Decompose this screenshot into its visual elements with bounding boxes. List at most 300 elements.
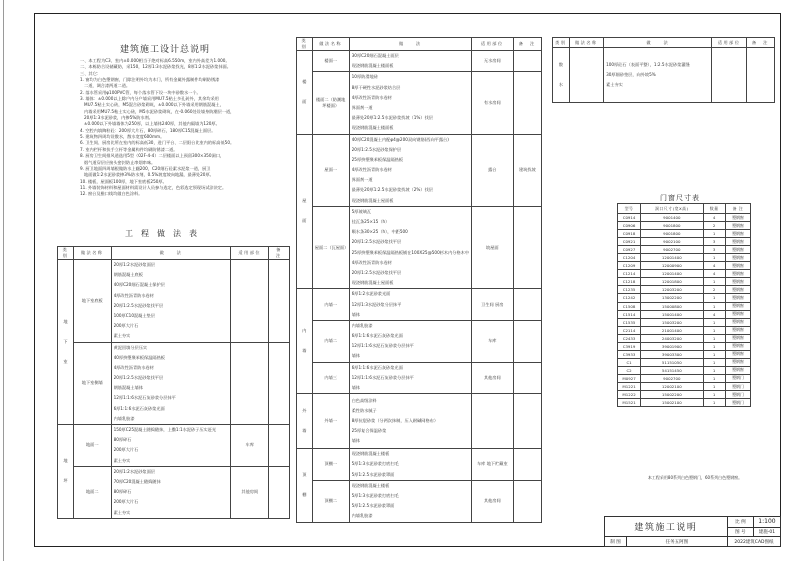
dw-remark: 塑钢窗 xyxy=(725,294,750,302)
note-line: 内墙采用MU7.5粘土实心砖，M5水泥砂浆砌筑，在-0.060处设墙身防潮层一道， xyxy=(80,108,235,114)
step-line: 40厚C20细石混凝土保护层 xyxy=(113,282,165,288)
remark-cell xyxy=(513,289,541,321)
step-line: 素土夯实 xyxy=(113,457,131,463)
note-line: 二道，调合漆两道二道。 xyxy=(80,83,131,89)
dw-remark: 塑钢窗 xyxy=(725,222,750,230)
dw-code: C2114 xyxy=(618,326,641,334)
dw-qty: 1 xyxy=(703,230,725,238)
dw-qty: 1 xyxy=(703,318,725,326)
step-line: 100厚砼石（表面平整），1:2.5水泥砂浆灌缝 xyxy=(606,61,690,67)
dw-size: 12001800 xyxy=(641,278,703,286)
dw-qty: 3 xyxy=(703,238,725,246)
methods-table-left xyxy=(57,246,290,519)
table-row xyxy=(618,302,751,310)
scale-value: 1:100 xyxy=(753,517,780,528)
dw-size: 9002700 xyxy=(641,374,703,382)
dw-remark: 塑钢窗 xyxy=(725,254,750,262)
dw-qty: 1 xyxy=(703,399,725,407)
construction-methods-title: 工程做法表 xyxy=(125,229,205,238)
dw-code: M0927 xyxy=(618,374,641,382)
method-steps xyxy=(349,480,471,522)
step-line: 最薄处20厚1:2.5水泥砂浆找坡（1%）找层 xyxy=(351,115,433,121)
remark-cell xyxy=(269,466,290,518)
step-line: 20厚1:2水泥砂浆面层 xyxy=(113,262,155,267)
dw-code: C1242 xyxy=(618,294,641,302)
dw-code: C2 xyxy=(618,366,641,374)
drawing-no-label: 图 号 xyxy=(727,527,753,537)
dw-code: C1514 xyxy=(618,310,641,318)
step-line: 4厚改性沥青防水卷材 xyxy=(351,259,392,265)
method-name: 顶棚二 xyxy=(312,480,349,522)
dw-qty: 1 xyxy=(703,358,725,366)
step-line: 8厚干硬性水泥砂浆结合层 xyxy=(351,84,401,90)
table-row xyxy=(58,466,290,518)
method-steps xyxy=(349,362,471,394)
note-line: 烟气道穿层应接头密封防止串烟串味。 xyxy=(80,159,156,165)
table-row xyxy=(618,262,751,270)
dw-size: 12001400 xyxy=(641,270,703,278)
step-line: 最薄处20厚1:2.5水泥砂浆找坡（2%）找层 xyxy=(351,187,433,193)
step-line: 12厚1:1:6水泥石灰砂浆分层抹平 xyxy=(351,374,414,380)
table-row xyxy=(618,334,751,342)
dw-remark: 塑钢窗 xyxy=(725,326,750,334)
method-steps xyxy=(349,320,471,362)
step-line: 25厚挤塑聚苯板保温隔热板 xyxy=(351,156,404,162)
remark-cell xyxy=(513,320,541,362)
step-line: 12厚1:1:6水泥石灰砂浆分层抹平 xyxy=(113,395,176,401)
category-cell: 地 坪 xyxy=(58,425,74,519)
remark-cell xyxy=(269,342,290,425)
remark-cell xyxy=(269,425,290,467)
remark-cell xyxy=(513,206,541,289)
step-line: 5厚1:2.5水泥砂浆罩面 xyxy=(351,503,395,509)
table-row xyxy=(618,214,751,222)
dw-size: 39003300 xyxy=(641,350,703,358)
dw-qty: 1 xyxy=(703,374,725,382)
header-scope: 适用部位 xyxy=(712,38,746,48)
step-line: 4厚改性沥青防水卷材 xyxy=(113,292,154,298)
dw-remark: 塑钢窗 xyxy=(725,350,750,358)
dw-remark: 塑钢窗 xyxy=(725,246,750,254)
dw-code: C1214 xyxy=(618,270,641,278)
step-line: 白色高级涂料 xyxy=(351,397,377,403)
method-steps xyxy=(349,72,471,134)
dw-code: C0927 xyxy=(618,246,641,254)
note-line: 7. 室内栏杆和扶手立杆等金属构件均刷防锈漆二道。 xyxy=(80,146,178,152)
design-notes xyxy=(80,58,295,198)
method-steps xyxy=(349,51,471,72)
scope-cell xyxy=(231,260,269,343)
step-line: 200厚大片石 xyxy=(113,447,139,453)
dw-qty: 4 xyxy=(703,262,725,270)
method-name: 楼面一 xyxy=(312,51,349,72)
method-name: 内墙三 xyxy=(312,362,349,394)
table-row xyxy=(58,342,290,425)
dw-code: C1235 xyxy=(618,286,641,294)
scale-label: 比 例 xyxy=(727,517,753,528)
step-line: 20厚1:2.5水泥砂浆找平层 xyxy=(113,375,164,381)
dw-remark: 塑钢窗 xyxy=(725,318,750,326)
note-line: 5. 建筑物四周均设散水，散水宽度600mm。 xyxy=(80,134,165,140)
header-scope: 适用部位 xyxy=(472,38,514,51)
step-line: 20厚1:2.5水泥砂浆找平层 xyxy=(113,302,164,308)
step-line: 顺水条30×25（h），中距500 xyxy=(351,229,408,235)
header-method: 做 法 xyxy=(604,38,712,48)
dw-header: 型号 xyxy=(618,204,641,214)
dw-qty: 1 xyxy=(703,278,725,286)
method-name: 地面一 xyxy=(73,425,111,467)
method-steps xyxy=(111,466,231,518)
category-cell: 楼 面 xyxy=(297,51,313,135)
dw-code: C1218 xyxy=(618,278,641,286)
remark-cell xyxy=(513,394,541,449)
dw-size: 13002200 xyxy=(641,294,703,302)
method-steps xyxy=(604,48,712,103)
scope-cell: 露台 xyxy=(472,134,514,206)
dw-qty: 1 xyxy=(703,342,725,350)
step-line: 25厚挤塑聚苯板保温隔热板铺在100X25@500杉木内分格木中 xyxy=(351,249,470,255)
category-cell: 外 墙 xyxy=(297,394,313,449)
table-row xyxy=(618,222,751,230)
method-name: 地下室底板 xyxy=(73,260,111,343)
step-line: 40厚挤塑聚苯板保温隔热板 xyxy=(113,354,165,360)
header-method: 做 法 xyxy=(111,247,231,260)
remark-cell xyxy=(513,362,541,394)
dw-code: C0914 xyxy=(618,214,641,222)
step-line: 100厚C10混凝土垫层 xyxy=(113,312,155,318)
method-name: 顶棚一 xyxy=(312,449,349,481)
dw-header: 数量 xyxy=(703,204,725,214)
table-row xyxy=(618,318,751,326)
header-name: 做法名称 xyxy=(73,247,111,260)
step-line: 20厚1:2水泥砂浆面层 xyxy=(113,468,155,474)
category-cell: 顶 棚 xyxy=(297,449,313,522)
scope-cell: 无水房间 xyxy=(472,51,514,72)
dw-size: 9001800 xyxy=(641,222,703,230)
table-row xyxy=(618,358,751,366)
dw-qty: 1 xyxy=(703,391,725,399)
table-row xyxy=(58,260,290,343)
dw-remark: 塑钢窗 xyxy=(725,366,750,374)
method-name: 地面二 xyxy=(73,466,111,518)
scope-cell: 有水房间 xyxy=(472,72,514,134)
door-window-table xyxy=(617,203,751,407)
dw-qty: 1 xyxy=(703,294,725,302)
step-line: 黄泥回填分层压实 xyxy=(113,344,148,350)
step-line: 现浇钢筋混凝土屋面板 xyxy=(351,197,394,203)
dw-qty: 1 xyxy=(703,254,725,262)
dw-header: 备 注 xyxy=(725,204,750,214)
step-line: 现浇钢筋混凝土楼面板 xyxy=(351,125,394,131)
header-remark: 备 注 xyxy=(269,247,290,260)
note-line: 3. 墙体：±0.000以上除户内分户墙采用MU7.5粘土多孔砖外，其余均采用 xyxy=(80,96,219,102)
method-steps xyxy=(111,342,231,425)
step-line: 8厚抗裂砂浆（分两次抹制，压入耐碱网格布） xyxy=(351,418,439,424)
scope-cell xyxy=(231,342,269,425)
dw-code: C1204 xyxy=(618,254,641,262)
category-cell: 内 墙 xyxy=(297,289,313,394)
scope-cell: 其他房间 xyxy=(472,480,514,522)
header-remark: 备 注 xyxy=(746,38,774,48)
dw-remark: 塑钢窗 xyxy=(725,278,750,286)
dw-code: C0918 xyxy=(618,230,641,238)
step-line: 钢筋混凝土底板 xyxy=(113,272,143,278)
dw-size: 15001400 xyxy=(641,310,703,318)
dw-code: M1521 xyxy=(618,399,641,407)
step-line: 内墙乳胶漆 xyxy=(351,513,373,519)
step-line: 80厚碎石 xyxy=(113,489,132,495)
header-category: 类别 xyxy=(297,38,313,51)
method-steps xyxy=(349,394,471,449)
dw-code: C1508 xyxy=(618,302,641,310)
dw-remark: 塑钢窗 xyxy=(725,230,750,238)
note-line: 三、其它： xyxy=(80,70,101,76)
note-line: 一、本工程为C3、室内±0.000相当于绝对标高6.550m，室内外高差为1.000。 xyxy=(80,58,230,63)
dw-size: 9002700 xyxy=(641,246,703,254)
step-line: 素土夯实 xyxy=(606,82,623,88)
remark-cell: 建筑找坡 xyxy=(513,134,541,206)
dw-size: 12002100 xyxy=(641,382,703,390)
dw-remark: 塑钢窗 xyxy=(725,334,750,342)
table-row xyxy=(297,206,542,289)
table-row xyxy=(297,362,542,394)
dw-qty: 1 xyxy=(703,350,725,358)
dw-code: C1 xyxy=(618,358,641,366)
title-block xyxy=(604,516,781,547)
table-row xyxy=(618,238,751,246)
step-line: 现浇钢筋混凝土屋面板 xyxy=(351,280,394,286)
scope-cell: 车库 xyxy=(231,425,269,467)
table-row xyxy=(618,230,751,238)
category-cell: 散 水 xyxy=(553,48,570,103)
method-name: 楼面二（防潮地坪楼面） xyxy=(312,72,349,134)
note-line: 2. 落水管采用φ100PVC管，每个落水管下设一块中砂散水一个。 xyxy=(80,89,201,95)
methods-table-right xyxy=(552,37,775,103)
step-line: 4厚改性沥青防水卷材 xyxy=(351,94,392,100)
step-line: 素土夯实 xyxy=(113,333,131,339)
scope-cell: 车库 地下贮藏室 xyxy=(472,449,514,481)
step-line: 4厚改性沥青防水卷材 xyxy=(351,167,392,173)
step-line: 现浇钢筋混凝土楼面板 xyxy=(351,63,394,69)
header-category: 类别 xyxy=(553,38,570,48)
note-line: 4. 空腔内填陶粒砼：200厚大片石，80厚碎石，180厚C15混凝土面层。 xyxy=(80,127,216,133)
table-row xyxy=(618,326,751,334)
drawing-title: 建筑施工说明 xyxy=(605,517,728,537)
table-row xyxy=(618,254,751,262)
table-row xyxy=(297,289,542,321)
table-row xyxy=(618,350,751,358)
step-line: 钢筋混凝土墙体 xyxy=(113,385,143,391)
dw-code: C0921 xyxy=(618,238,641,246)
table-row xyxy=(297,51,542,72)
dw-remark: 塑钢窗 xyxy=(725,310,750,318)
remark-cell xyxy=(513,480,541,522)
step-line: 6厚1:1:6水泥石灰砂浆光面 xyxy=(113,405,165,411)
header-name: 做法名称 xyxy=(312,38,349,51)
dw-remark: 塑钢门 xyxy=(725,382,750,390)
table-row xyxy=(297,134,542,206)
dw-size: 9001400 xyxy=(641,214,703,222)
table-row xyxy=(297,480,542,522)
table-row xyxy=(297,449,542,481)
method-steps xyxy=(349,206,471,289)
door-window-note: 本工程采用80系列白色塑钢门，60系列白色塑钢窗。 xyxy=(647,475,743,480)
dw-code: C2433 xyxy=(618,334,641,342)
dw-qty: 2 xyxy=(703,286,725,294)
project-name: 2022建筑CAD图纸 xyxy=(727,537,780,547)
dw-code: C1209 xyxy=(618,262,641,270)
dw-header: 洞口尺寸(宽X高) xyxy=(641,204,703,214)
method-name: 地下室侧墙 xyxy=(73,342,111,425)
header-category: 类别 xyxy=(58,247,74,260)
door-window-table-title: 门窗尺寸表 xyxy=(660,194,700,202)
step-line: 5厚玻璃瓦 xyxy=(351,208,372,214)
step-line: 20厚1:2.5水泥砂浆找平层 xyxy=(351,239,402,245)
step-line: 20厚1:2.5水泥砂浆找平层 xyxy=(351,269,402,275)
dw-qty: 1 xyxy=(703,334,725,342)
dw-size: 24003200 xyxy=(641,334,703,342)
scope-cell: 其他房间 xyxy=(231,466,269,518)
dw-code: C0906 xyxy=(618,222,641,230)
step-line: 5厚1:2.5水泥砂浆罩面 xyxy=(351,471,395,477)
table-row xyxy=(618,399,751,407)
step-line: 12厚1:3水泥砂浆分层抹平 xyxy=(351,301,402,307)
step-line: 内墙乳胶漆 xyxy=(113,415,135,421)
table-row xyxy=(618,310,751,318)
method-name: 内墙一 xyxy=(312,289,349,321)
dw-remark: 塑钢窗 xyxy=(725,358,750,366)
method-name: 屋面二（瓦屋面） xyxy=(312,206,349,289)
step-line: 内墙乳胶漆 xyxy=(351,322,373,328)
dw-qty: 4 xyxy=(703,214,725,222)
dw-remark: 塑钢窗 xyxy=(725,342,750,350)
dw-remark: 塑钢窗 xyxy=(725,214,750,222)
table-row xyxy=(618,294,751,302)
dw-size: 15002200 xyxy=(641,391,703,399)
step-line: 柔性防水腻子 xyxy=(351,407,377,413)
method-steps xyxy=(349,289,471,321)
note-line: 12. 窗台及檐口线均做白色涂料。 xyxy=(80,191,143,197)
note-line: 20厚1:3水泥砂浆，内掺5%防水剂。 xyxy=(80,115,153,121)
header-scope: 适用部位 xyxy=(231,247,269,260)
category-cell: 屋 面 xyxy=(297,134,313,289)
dw-size: 12001400 xyxy=(641,254,703,262)
step-line: 70厚C20混凝土随捣随抹 xyxy=(113,478,161,484)
table-row xyxy=(618,270,751,278)
dw-size: 12003200 xyxy=(641,286,703,294)
table-row xyxy=(58,425,290,467)
table-row xyxy=(618,382,751,390)
step-line: 6厚1:1:6水泥石灰砂浆光面 xyxy=(351,364,403,370)
remark-cell xyxy=(513,449,541,481)
note-line: 10. 楼板，屋面板100厚，地下室底板250厚。 xyxy=(80,178,167,184)
step-line: 4厚改性沥青防水卷材 xyxy=(113,364,154,370)
dw-size: 15003200 xyxy=(641,318,703,326)
header-remark: 备 注 xyxy=(513,38,541,51)
note-line: 1. 窗均为白色塑钢窗，门除注明外均为木门，所有金属外露制件均刷防锈漆 xyxy=(80,77,220,83)
note-line: 二、本栋防合设储藏防，采150，12厚1:3水泥砂浆找光，8厚1:2水泥砂浆抹面。 xyxy=(80,64,231,70)
sheet-edge-line xyxy=(3,0,4,561)
step-line: 现浇钢筋混凝土楼板 xyxy=(351,482,390,488)
dw-code: C1535 xyxy=(618,318,641,326)
step-line: 200厚大片石 xyxy=(113,499,139,505)
step-line: 墙体 xyxy=(351,385,360,390)
dw-remark: 塑钢门 xyxy=(725,399,750,407)
method-steps xyxy=(111,425,231,467)
step-line: 12厚1:1:6水泥石灰砂浆分层抹平 xyxy=(351,343,414,349)
header-method: 做 法 xyxy=(349,38,471,51)
scope-cell: 其他房间 xyxy=(472,362,514,394)
dw-size: 39001900 xyxy=(641,342,703,350)
method-steps xyxy=(349,134,471,206)
method-name: 屋面一 xyxy=(312,134,349,206)
methods-table-middle xyxy=(296,37,542,523)
dw-qty: 4 xyxy=(703,310,725,318)
table-row xyxy=(297,320,542,362)
step-line: 界面剂一道 xyxy=(351,177,373,183)
step-line: 150厚C25混凝土随捣随抹，上撒1:1水泥砂子压实赶光 xyxy=(113,427,217,432)
step-line: 5厚1:3水泥砂浆打底扫毛 xyxy=(351,461,399,467)
note-line: 11. 外墙装饰材料和屋面材料需设计人员参与选定，色彩选定须现场试涂决定。 xyxy=(80,184,227,190)
drawn-value: 任务五阿图 xyxy=(627,537,728,547)
dw-size: 54151450 xyxy=(641,366,703,374)
step-line: 30厚C20细石混凝土面层 xyxy=(351,53,399,58)
dw-remark: 塑钢窗 xyxy=(725,270,750,278)
remark-cell xyxy=(746,48,774,103)
step-line: 现浇钢筋混凝土楼板 xyxy=(351,451,390,457)
table-row xyxy=(618,278,751,286)
dw-qty: 1 xyxy=(703,326,725,334)
dw-remark: 塑钢窗 xyxy=(725,302,750,310)
scope-cell: 车库 xyxy=(472,320,514,362)
method-steps xyxy=(111,260,231,343)
header-name: 做法名称 xyxy=(569,38,603,48)
method-name: 内墙二 xyxy=(312,320,349,362)
table-row xyxy=(618,366,751,374)
step-line: 80厚碎石 xyxy=(113,437,132,443)
dw-code: M1221 xyxy=(618,382,641,390)
note-line: 6. 卫生间、厨房比所在室内的标高低30，进门平台、二层阳台比室内的标高低50。 xyxy=(80,140,235,146)
scope-cell xyxy=(712,48,746,103)
drawing-no-value: 建施-01 xyxy=(753,527,780,537)
note-line: 9. 厨卫地面四周墙根做防水上翻200，C20细石砼素水泥浆一道，厨卫 xyxy=(80,165,211,171)
step-line: 200厚大片石 xyxy=(113,323,139,329)
step-line: 25厚复合保温砂浆 xyxy=(351,428,387,434)
dw-size: 51151050 xyxy=(641,358,703,366)
dw-remark: 塑钢窗 xyxy=(725,262,750,270)
step-line: 6厚1:2水泥砂浆光面 xyxy=(351,291,391,297)
table-row xyxy=(297,72,542,134)
table-row xyxy=(297,394,542,449)
table-row xyxy=(618,246,751,254)
step-line: 挂瓦条25×15（h） xyxy=(351,219,390,224)
dw-code: C3919 xyxy=(618,342,641,350)
category-cell: 地 下 室 xyxy=(58,260,74,425)
scope-cell xyxy=(472,394,514,449)
step-line: 20厚1:2.5水泥砂浆保护层 xyxy=(351,146,402,152)
remark-cell xyxy=(513,51,541,72)
table-row xyxy=(553,48,775,103)
dw-code: M1222 xyxy=(618,391,641,399)
dw-size: 15002100 xyxy=(641,399,703,407)
table-row xyxy=(618,286,751,294)
step-line: 墙体 xyxy=(351,311,360,317)
dw-qty: 2 xyxy=(703,222,725,230)
step-line: 界面剂一道 xyxy=(351,104,373,110)
dw-size: 15000800 xyxy=(641,302,703,310)
dw-size: 12000900 xyxy=(641,262,703,270)
step-line: 素土夯实 xyxy=(113,509,131,515)
